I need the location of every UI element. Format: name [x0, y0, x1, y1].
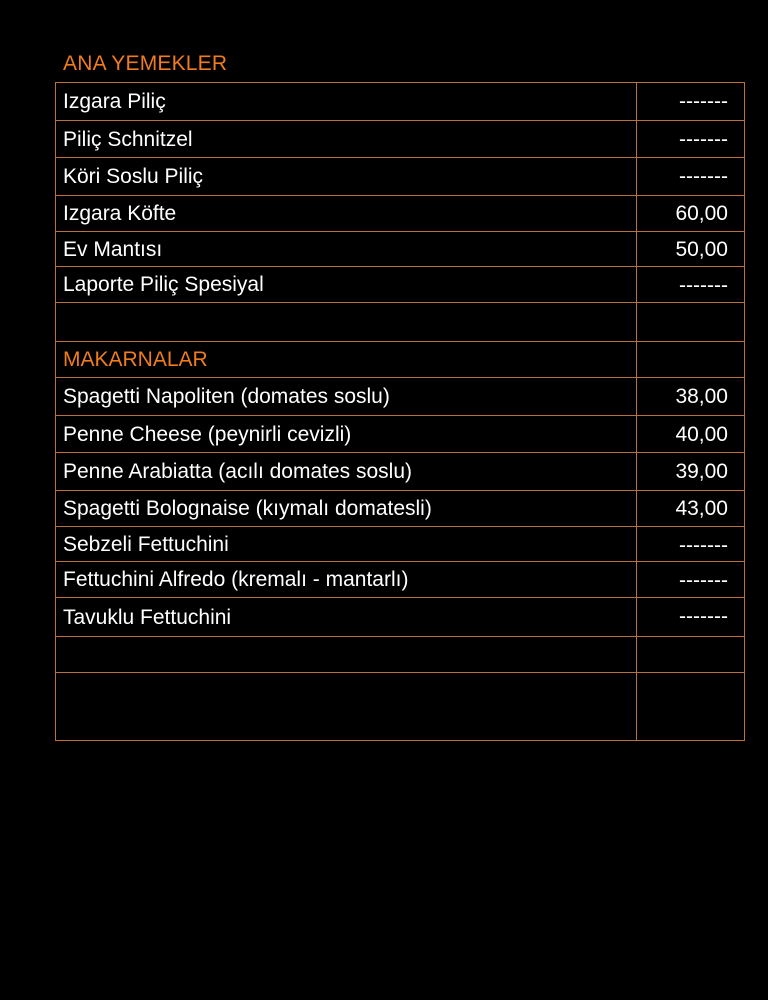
item-price: 43,00 — [637, 491, 745, 527]
table-row — [56, 158, 745, 196]
table-row — [56, 83, 745, 121]
item-name: Penne Cheese (peynirli cevizli) — [56, 416, 637, 453]
item-price: ------- — [637, 267, 745, 303]
item-price: 40,00 — [637, 416, 745, 453]
table-row — [56, 527, 745, 562]
section-row — [56, 342, 745, 378]
table-row — [56, 453, 745, 491]
item-name: Tavuklu Fettuchini — [56, 598, 637, 637]
table-row — [56, 121, 745, 158]
item-name: Spagetti Napoliten (domates soslu) — [56, 378, 637, 416]
item-price: 50,00 — [637, 232, 745, 267]
table-row — [56, 562, 745, 598]
item-name: Laporte Piliç Spesiyal — [56, 267, 637, 303]
empty-row — [56, 637, 745, 673]
item-name: Piliç Schnitzel — [56, 121, 637, 158]
item-price: ------- — [637, 121, 745, 158]
item-price: ------- — [637, 158, 745, 196]
table-row — [56, 491, 745, 527]
table-row — [56, 378, 745, 416]
item-name: Penne Arabiatta (acılı domates soslu) — [56, 453, 637, 491]
table-row — [56, 598, 745, 637]
item-name: Izgara Köfte — [56, 196, 637, 232]
table-row — [56, 416, 745, 453]
empty-row — [56, 673, 745, 741]
item-name: Sebzeli Fettuchini — [56, 527, 637, 562]
item-name: Köri Soslu Piliç — [56, 158, 637, 196]
empty-cell — [637, 637, 745, 673]
empty-cell — [637, 673, 745, 741]
section-title-makarnalar: MAKARNALAR — [56, 342, 637, 378]
table-row — [56, 232, 745, 267]
item-price: 38,00 — [637, 378, 745, 416]
empty-cell — [56, 673, 637, 741]
empty-cell — [637, 342, 745, 378]
table-row — [56, 267, 745, 303]
item-price: ------- — [637, 83, 745, 121]
item-price: ------- — [637, 562, 745, 598]
menu-table — [55, 82, 745, 741]
item-price: ------- — [637, 527, 745, 562]
item-price: ------- — [637, 598, 745, 637]
empty-cell — [637, 303, 745, 342]
item-name: Izgara Piliç — [56, 83, 637, 121]
item-name: Ev Mantısı — [56, 232, 637, 267]
empty-row — [56, 303, 745, 342]
table-row — [56, 196, 745, 232]
empty-cell — [56, 637, 637, 673]
item-price: 39,00 — [637, 453, 745, 491]
empty-cell — [56, 303, 637, 342]
item-price: 60,00 — [637, 196, 745, 232]
item-name: Fettuchini Alfredo (kremalı - mantarlı) — [56, 562, 637, 598]
section-title-ana-yemekler: ANA YEMEKLER — [63, 52, 228, 75]
item-name: Spagetti Bolognaise (kıymalı domatesli) — [56, 491, 637, 527]
